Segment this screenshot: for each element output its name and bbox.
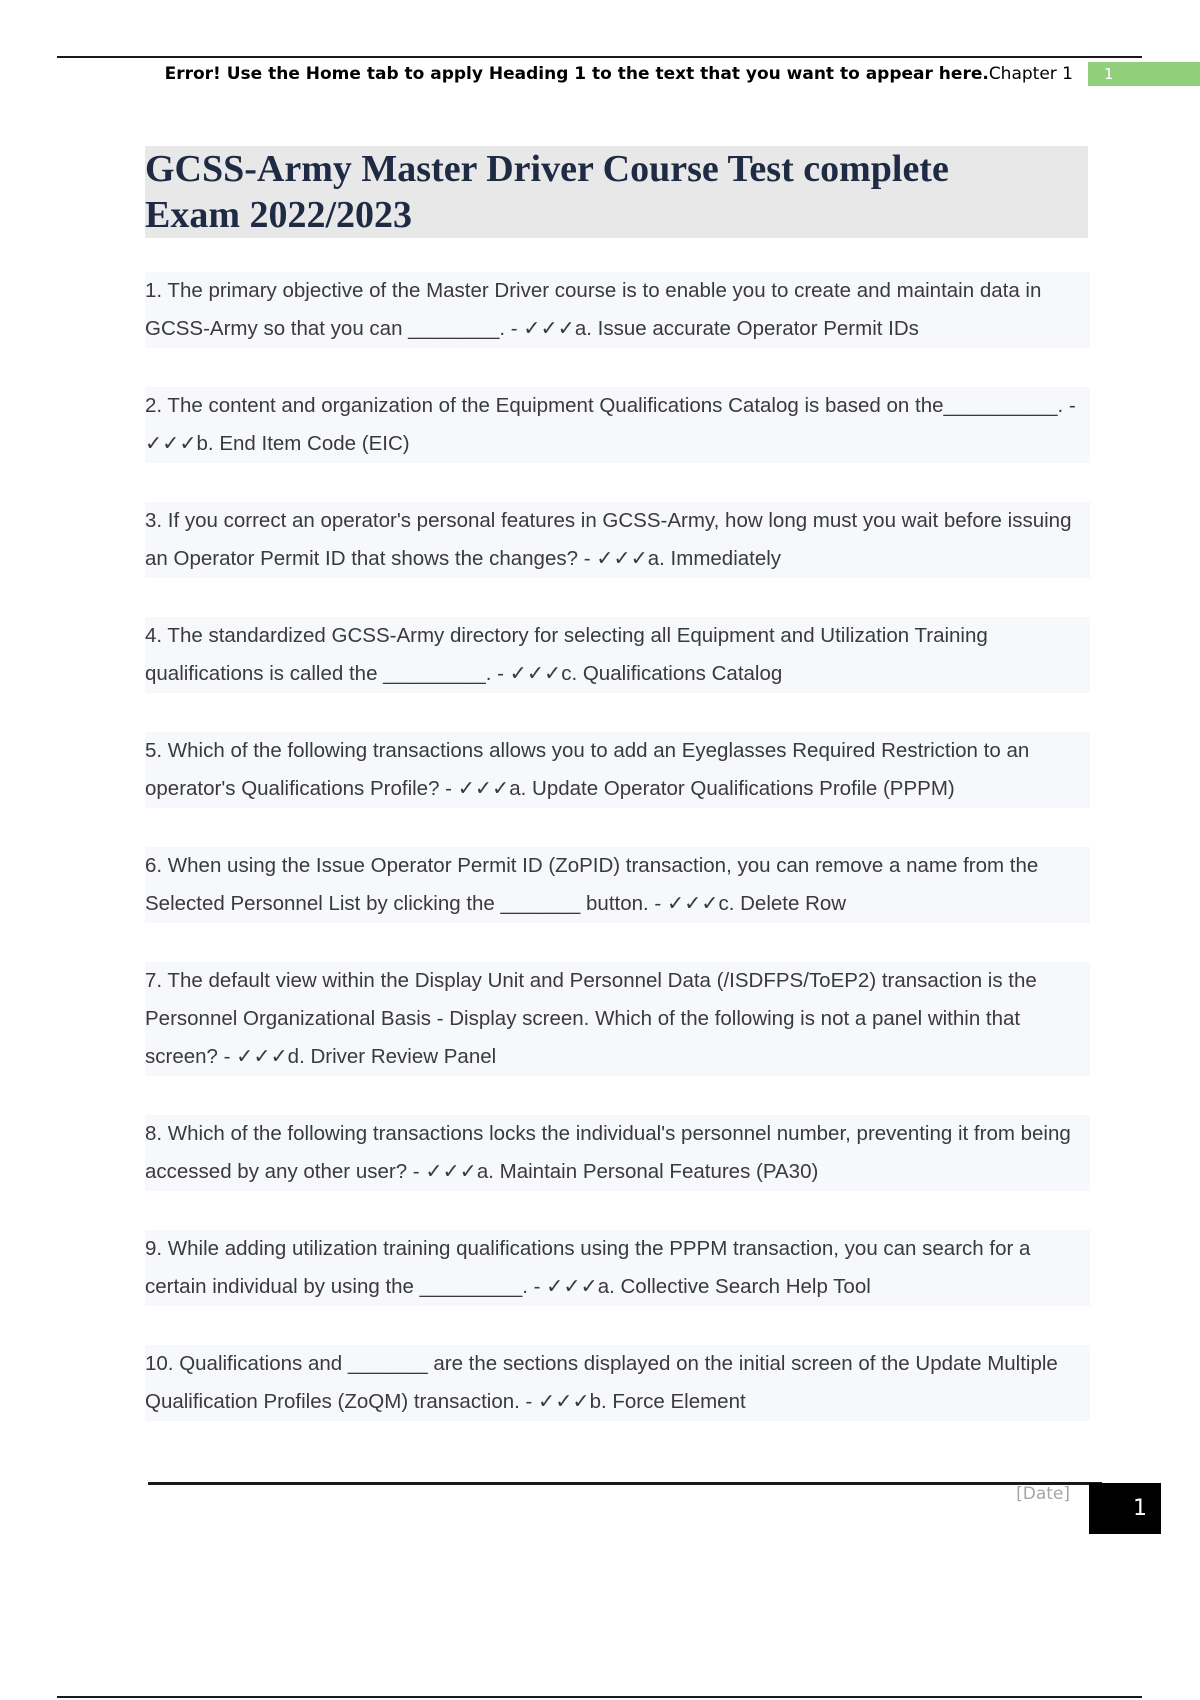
header-error-text: Error! Use the Home tab to apply Heading 1 to the text that you want to appear here. bbox=[164, 64, 989, 84]
question-item: 1. The primary objective of the Master Driver course is to enable you to create and maintain data in GCSS-Army so that you can ________. - ✓✓✓a. Issue accurate Operator Permit IDs bbox=[145, 272, 1090, 348]
footer-rule bbox=[148, 1482, 1102, 1485]
header-rule bbox=[57, 56, 1142, 58]
question-item: 7. The default view within the Display Unit and Personnel Data (/ISDFPS/ToEP2) transaction is the Personnel Organizational Basis - Display screen. Which of the following is not a panel within that screen? - ✓✓✓d. Driver Review Panel bbox=[145, 962, 1090, 1076]
question-item: 10. Qualifications and _______ are the sections displayed on the initial screen of the Update Multiple Qualification Profiles (ZoQM) transaction. - ✓✓✓b. Force Element bbox=[145, 1345, 1090, 1421]
question-item: 5. Which of the following transactions allows you to add an Eyeglasses Required Restriction to an operator's Qualifications Profile? - ✓✓✓a. Update Operator Qualifications Profile (PPPM) bbox=[145, 732, 1090, 808]
footer-date-placeholder: [Date] bbox=[1016, 1484, 1070, 1504]
question-item: 3. If you correct an operator's personal features in GCSS-Army, how long must you wait before issuing an Operator Permit ID that shows the changes? - ✓✓✓a. Immediately bbox=[145, 502, 1090, 578]
question-item: 9. While adding utilization training qualifications using the PPPM transaction, you can search for a certain individual by using the _________. - ✓✓✓a. Collective Search Help Tool bbox=[145, 1230, 1090, 1306]
bottom-rule bbox=[57, 1696, 1142, 1698]
header-chapter: Chapter 1 bbox=[988, 64, 1073, 84]
document-title bbox=[145, 146, 1088, 238]
question-item: 6. When using the Issue Operator Permit ID (ZoPID) transaction, you can remove a name from the Selected Personnel List by clicking the _______ button. - ✓✓✓c. Delete Row bbox=[145, 847, 1090, 923]
running-header bbox=[0, 62, 1073, 86]
question-list bbox=[145, 272, 1095, 1460]
question-item: 8. Which of the following transactions locks the individual's personnel number, preventing it from being accessed by any other user? - ✓✓✓a. Maintain Personal Features (PA30) bbox=[145, 1115, 1090, 1191]
header-page-badge: 1 bbox=[1088, 62, 1200, 86]
question-item: 2. The content and organization of the Equipment Qualifications Catalog is based on the__________. - ✓✓✓b. End Item Code (EIC) bbox=[145, 387, 1090, 463]
title-line-2: Exam 2022/2023 bbox=[145, 194, 413, 236]
title-line-1: GCSS-Army Master Driver Course Test complete bbox=[145, 148, 949, 190]
title-block bbox=[145, 146, 1088, 238]
question-item: 4. The standardized GCSS-Army directory for selecting all Equipment and Utilization Training qualifications is called the _________. - ✓✓✓c. Qualifications Catalog bbox=[145, 617, 1090, 693]
page-number: 1 bbox=[1089, 1483, 1161, 1534]
